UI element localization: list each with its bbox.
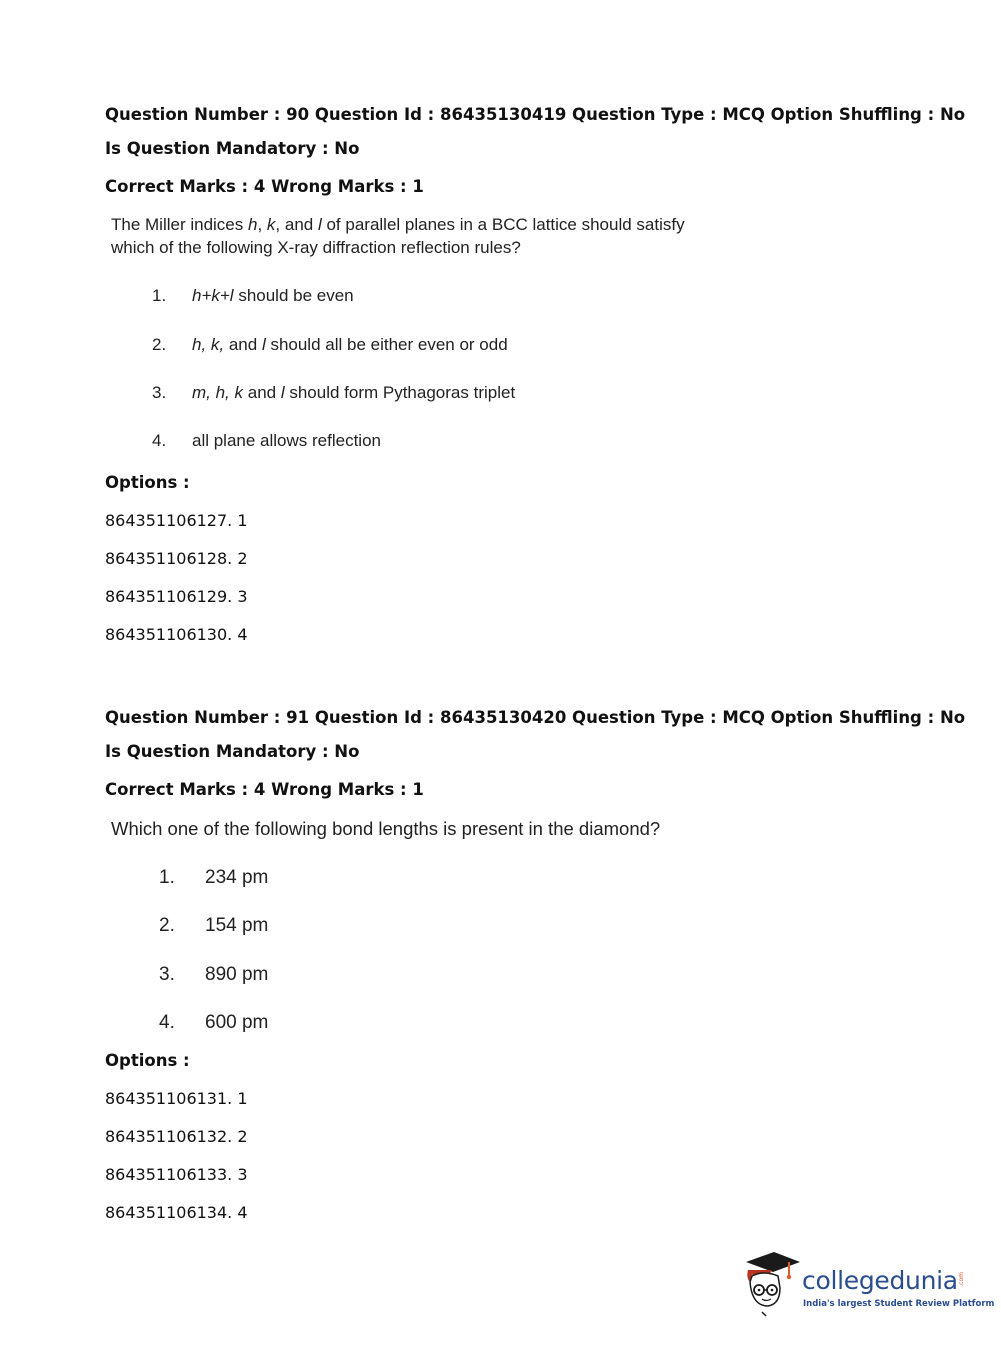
q91-option-1: 864351106131. 1 [105, 1089, 248, 1108]
q90-option-3: 864351106129. 3 [105, 587, 248, 606]
q90-question-stem: The Miller indices h, k, and l of parallel planes in a BCC lattice should satisfy which of the following X-ray diffraction reflection rules? [111, 215, 685, 257]
q90-option-2: 864351106128. 2 [105, 549, 248, 568]
q90-choice-3: 3. m, h, k and l should form Pythagoras triplet [152, 383, 516, 402]
q91-option-4: 864351106134. 4 [105, 1203, 248, 1222]
q91-choice-4: 4. 600 pm [159, 1012, 269, 1033]
q90-options-label: Options : [105, 473, 190, 492]
q91-choice-1: 1. 234 pm [159, 867, 269, 888]
q90-choice-1: 1. h+k+l should be even [152, 286, 354, 305]
q91-options-label: Options : [105, 1051, 190, 1070]
logo-com: .com [958, 1272, 965, 1287]
q91-choice-3: 3. 890 pm [159, 964, 269, 985]
q90-meta-line: Question Number : 90 Question Id : 86435130419 Question Type : MCQ Option Shuffling : No [105, 105, 966, 124]
q91-marks: Correct Marks : 4 Wrong Marks : 1 [105, 780, 424, 799]
q91-meta-line: Question Number : 91 Question Id : 86435130420 Question Type : MCQ Option Shuffling : No [105, 708, 966, 727]
q91-mandatory: Is Question Mandatory : No [105, 742, 360, 761]
q91-option-3: 864351106133. 3 [105, 1165, 248, 1184]
q90-marks: Correct Marks : 4 Wrong Marks : 1 [105, 177, 424, 196]
q90-choice-4: 4. all plane allows reflection [152, 431, 381, 450]
q90-option-1: 864351106127. 1 [105, 511, 248, 530]
mascot-icon [740, 1248, 802, 1318]
q91-option-2: 864351106132. 2 [105, 1127, 248, 1146]
q91-question-stem: Which one of the following bond lengths is present in the diamond? [111, 818, 661, 839]
q90-option-4: 864351106130. 4 [105, 625, 248, 644]
logo-tagline: India's largest Student Review Platform [803, 1299, 995, 1309]
logo-wordmark: collegedunia [802, 1266, 958, 1295]
q90-mandatory: Is Question Mandatory : No [105, 139, 360, 158]
q90-choice-2: 2. h, k, and l should all be either even or odd [152, 335, 508, 354]
collegedunia-logo [740, 1248, 995, 1320]
q91-choice-2: 2. 154 pm [159, 915, 269, 936]
